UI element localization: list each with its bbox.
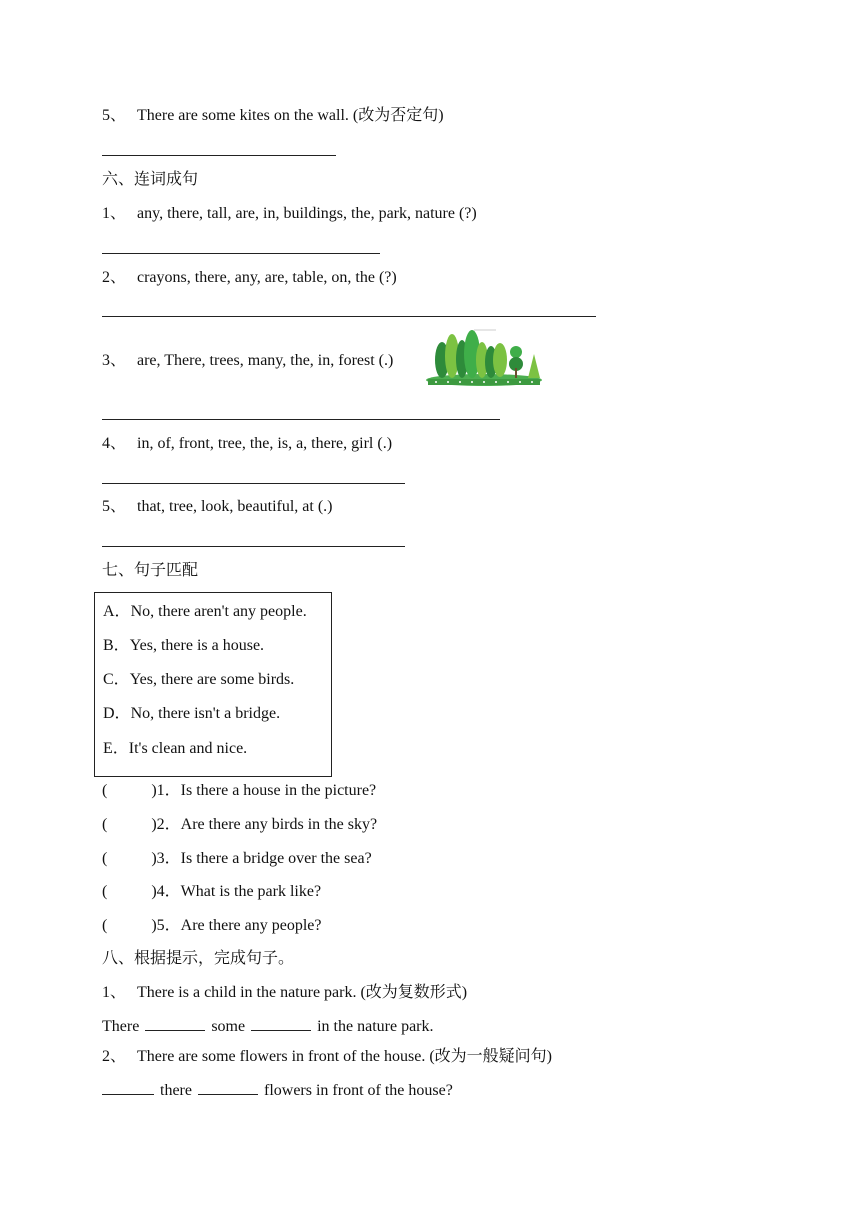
answer-line[interactable]	[102, 419, 500, 420]
section-title: 七、句子匹配	[102, 562, 199, 579]
item-number: 4、	[102, 435, 127, 452]
match-question[interactable]: ( )4．What is the park like?	[102, 883, 322, 900]
item-number: 5、	[102, 498, 127, 515]
match-question[interactable]: ( )5．Are there any people?	[102, 917, 322, 934]
question-text: There are some flowers in front of the house. (改为一般疑问句)	[137, 1048, 553, 1065]
item-number: 3、	[102, 352, 127, 369]
answer-line[interactable]	[102, 546, 405, 547]
answer-line[interactable]	[102, 155, 336, 156]
item-number: 1、	[102, 205, 127, 222]
option-b: B．Yes, there is a house.	[103, 637, 265, 654]
item-number: 2、	[102, 269, 127, 286]
question-text: any, there, tall, are, in, buildings, the, park, nature (?)	[137, 205, 477, 222]
fill-blank[interactable]	[102, 1080, 154, 1095]
forest-trees-illustration	[424, 324, 544, 390]
option-a: A．No, there aren't any people.	[103, 603, 307, 620]
match-question[interactable]: ( )3．Is there a bridge over the sea?	[102, 850, 372, 867]
match-question[interactable]: ( )1．Is there a house in the picture?	[102, 782, 377, 799]
question-text: that, tree, look, beautiful, at (.)	[137, 498, 333, 515]
item-number: 2、	[102, 1048, 127, 1065]
answer-sentence: There some in the nature park.	[102, 1018, 434, 1035]
options-box	[94, 592, 332, 777]
fill-blank[interactable]	[198, 1080, 258, 1095]
section-title: 六、连词成句	[102, 171, 199, 188]
answer-line[interactable]	[102, 316, 596, 317]
answer-line[interactable]	[102, 483, 405, 484]
item-number: 5、	[102, 107, 127, 124]
fill-blank[interactable]	[145, 1016, 205, 1031]
option-d: D．No, there isn't a bridge.	[103, 705, 281, 722]
answer-sentence: there flowers in front of the house?	[102, 1080, 453, 1101]
section-title: 八、根据提示，完成句子。	[102, 950, 295, 967]
answer-line[interactable]	[102, 253, 380, 254]
option-c: C．Yes, there are some birds.	[103, 671, 295, 688]
question-text: There are some kites on the wall. (改为否定句)	[137, 107, 444, 124]
question-text: in, of, front, tree, the, is, a, there, girl (.)	[137, 435, 393, 452]
item-number: 1、	[102, 984, 127, 1001]
fill-blank[interactable]	[251, 1016, 311, 1031]
match-question[interactable]: ( )2．Are there any birds in the sky?	[102, 816, 378, 833]
option-e: E．It's clean and nice.	[103, 740, 248, 757]
question-text: are, There, trees, many, the, in, forest (.)	[137, 352, 394, 369]
question-text: crayons, there, any, are, table, on, the (?)	[137, 269, 397, 286]
question-text: There is a child in the nature park. (改为复数形式)	[137, 984, 468, 1001]
